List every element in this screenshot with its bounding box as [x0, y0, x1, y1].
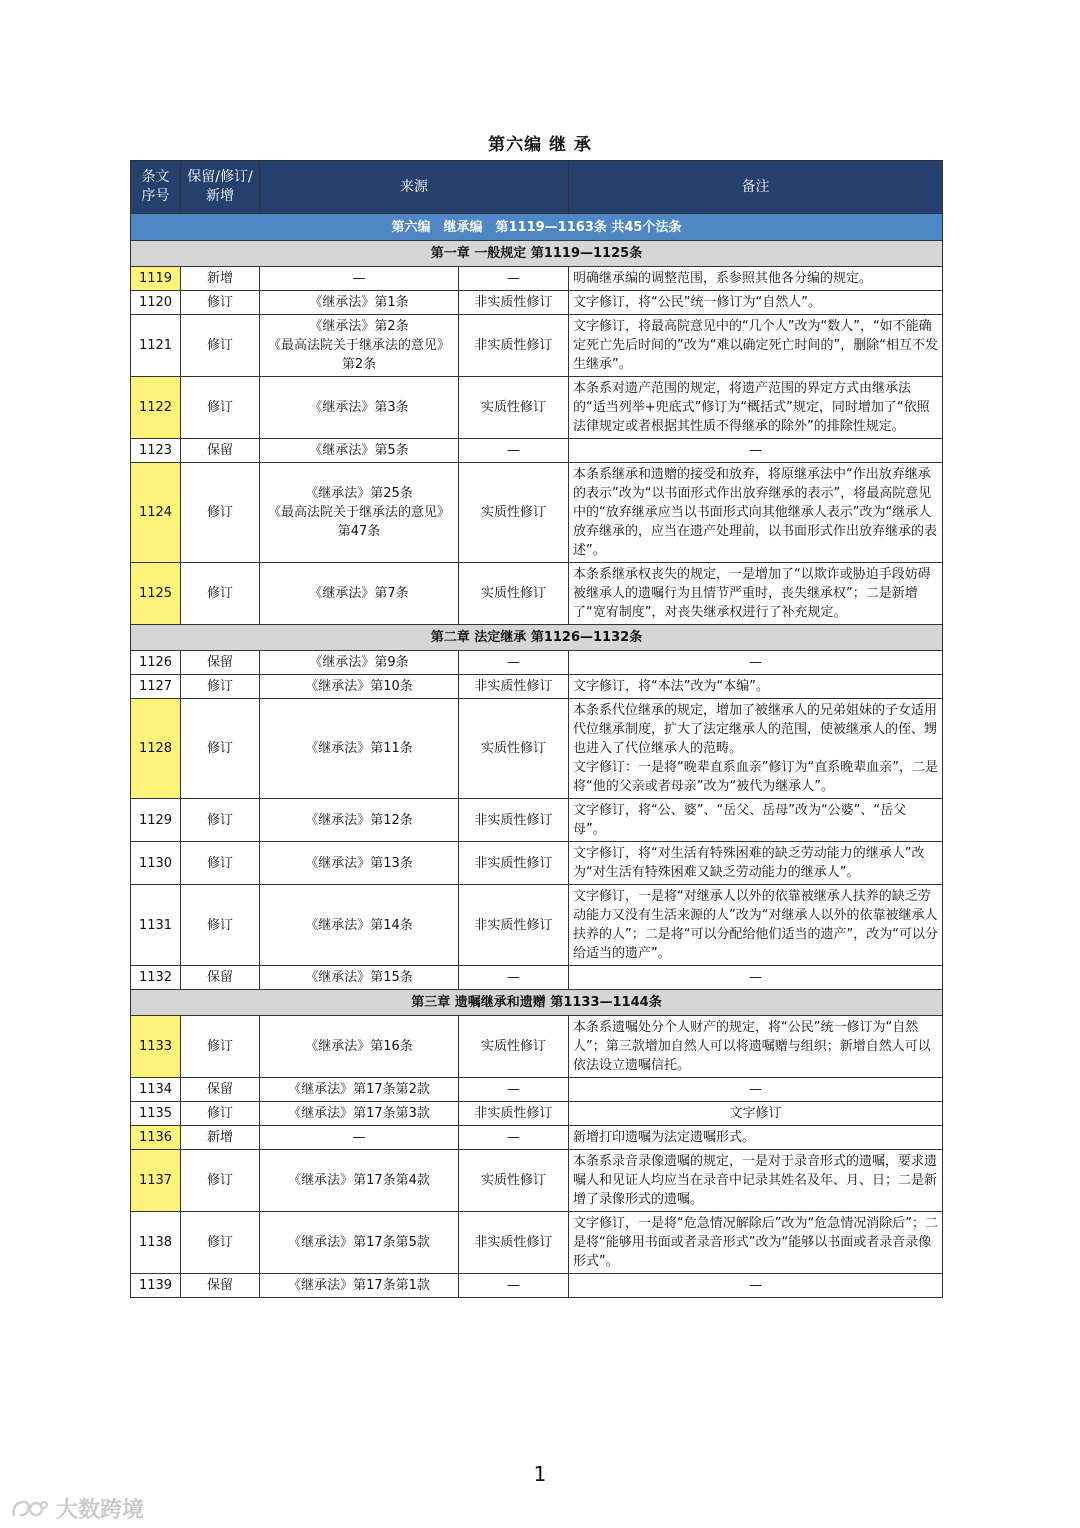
chapter-heading: 第二章 法定继承 第1126—1132条 — [131, 625, 943, 651]
table-row — [131, 1102, 943, 1126]
article-number: 1121 — [131, 315, 181, 377]
status-cell: 修订 — [181, 1016, 260, 1078]
article-number: 1128 — [131, 699, 181, 799]
article-number: 1136 — [131, 1126, 181, 1150]
status-cell: 修订 — [181, 699, 260, 799]
table-row — [131, 291, 943, 315]
note-cell: 本条系继承权丧失的规定，一是增加了“以欺诈或胁迫手段妨碍被继承人的遗嘱行为且情节严重时，丧失继承权”；二是新增了“宽宥制度”，对丧失继承权进行了补充规定。 — [569, 563, 943, 625]
article-number: 1126 — [131, 651, 181, 675]
revision-nature-cell: 非实质性修订 — [459, 885, 569, 966]
revision-nature-cell: — — [459, 439, 569, 463]
revision-nature-cell: — — [459, 651, 569, 675]
article-number: 1130 — [131, 842, 181, 885]
article-number: 1120 — [131, 291, 181, 315]
chapter-heading: 第一章 一般规定 第1119—1125条 — [131, 241, 943, 267]
watermark — [10, 1493, 144, 1524]
article-number: 1119 — [131, 267, 181, 291]
note-cell: 本条系继承和遗赠的接受和放弃，将原继承法中“作出放弃继承的表示”改为“以书面形式作出放弃继承的表示”，将最高院意见中的“放弃继承应当以书面形式向其他继承人表示”改为“继承人放弃继承的，应当在遗产处理前，以书面形式作出放弃继承的表述”。 — [569, 463, 943, 563]
revision-nature-cell: 非实质性修订 — [459, 291, 569, 315]
table-row — [131, 699, 943, 799]
status-cell: 修订 — [181, 315, 260, 377]
status-cell: 修订 — [181, 1212, 260, 1274]
source-cell: 《继承法》第17条第3款 — [260, 1102, 459, 1126]
revision-nature-cell: 非实质性修订 — [459, 799, 569, 842]
source-cell: 《继承法》第7条 — [260, 563, 459, 625]
source-cell: 《继承法》第14条 — [260, 885, 459, 966]
table-row — [131, 885, 943, 966]
source-cell: 《继承法》第25条 《最高法院关于继承法的意见》第47条 — [260, 463, 459, 563]
table-row — [131, 651, 943, 675]
article-number: 1138 — [131, 1212, 181, 1274]
note-cell: — — [569, 439, 943, 463]
table-row — [131, 377, 943, 439]
table-row — [131, 1274, 943, 1298]
revision-nature-cell: 非实质性修订 — [459, 675, 569, 699]
article-number: 1123 — [131, 439, 181, 463]
table-row — [131, 842, 943, 885]
status-cell: 修订 — [181, 675, 260, 699]
revision-nature-cell: 实质性修订 — [459, 1016, 569, 1078]
status-cell: 修订 — [181, 842, 260, 885]
note-cell: 文字修订，一是将“危急情况解除后”改为“危急情况消除后”；二是将“能够用书面或者录音形式”改为“能够以书面或者录音录像形式”。 — [569, 1212, 943, 1274]
article-number: 1124 — [131, 463, 181, 563]
revision-nature-cell: 实质性修订 — [459, 377, 569, 439]
article-number: 1132 — [131, 966, 181, 990]
note-cell: 本条系遗嘱处分个人财产的规定，将“公民”统一修订为“自然人”；第三款增加自然人可以将遗嘱赠与组织；新增自然人可以依法设立遗嘱信托。 — [569, 1016, 943, 1078]
source-cell: 《继承法》第13条 — [260, 842, 459, 885]
note-cell: 本条系对遗产范围的规定，将遗产范围的界定方式由继承法的“适当列举+兜底式”修订为“概括式”规定，同时增加了“依照法律规定或者根据其性质不得继承的除外”的排除性规定。 — [569, 377, 943, 439]
watermark-text: 大数跨境 — [56, 1498, 145, 1523]
page-title: 第六编 继 承 — [488, 135, 592, 155]
revision-nature-cell: 实质性修订 — [459, 463, 569, 563]
chapter-heading: 第三章 遗嘱继承和遗赠 第1133—1144条 — [131, 990, 943, 1016]
source-cell: 《继承法》第17条第4款 — [260, 1150, 459, 1212]
note-cell: 文字修订，将“公、婆”、“岳父、岳母”改为“公婆”、“岳父母”。 — [569, 799, 943, 842]
source-cell: — — [260, 267, 459, 291]
article-number: 1122 — [131, 377, 181, 439]
revision-nature-cell: 实质性修订 — [459, 563, 569, 625]
article-number: 1137 — [131, 1150, 181, 1212]
note-cell: — — [569, 1274, 943, 1298]
note-cell: — — [569, 651, 943, 675]
source-cell: 《继承法》第17条第2款 — [260, 1078, 459, 1102]
table-row — [131, 463, 943, 563]
note-cell: 明确继承编的调整范围，系参照其他各分编的规定。 — [569, 267, 943, 291]
source-cell: 《继承法》第12条 — [260, 799, 459, 842]
source-cell: 《继承法》第17条第5款 — [260, 1212, 459, 1274]
table-row — [131, 1016, 943, 1078]
source-cell: 《继承法》第2条 《最高法院关于继承法的意见》第2条 — [260, 315, 459, 377]
status-cell: 修订 — [181, 463, 260, 563]
article-number: 1129 — [131, 799, 181, 842]
source-cell: 《继承法》第3条 — [260, 377, 459, 439]
page-number: 1 — [533, 1462, 547, 1486]
source-cell: 《继承法》第15条 — [260, 966, 459, 990]
status-cell: 保留 — [181, 1274, 260, 1298]
article-number: 1135 — [131, 1102, 181, 1126]
note-cell: 文字修订，将“本法”改为“本编”。 — [569, 675, 943, 699]
chapter-heading-row — [131, 241, 943, 267]
revision-nature-cell: — — [459, 966, 569, 990]
revision-nature-cell: 实质性修订 — [459, 1150, 569, 1212]
table-row — [131, 675, 943, 699]
header-note: 备注 — [569, 161, 943, 214]
table-row — [131, 1126, 943, 1150]
source-cell: — — [260, 1126, 459, 1150]
status-cell: 新增 — [181, 267, 260, 291]
note-cell: 文字修订 — [569, 1102, 943, 1126]
table-row — [131, 799, 943, 842]
status-cell: 修订 — [181, 563, 260, 625]
revision-nature-cell: — — [459, 267, 569, 291]
note-cell: 新增打印遗嘱为法定遗嘱形式。 — [569, 1126, 943, 1150]
provision-table — [130, 160, 943, 1298]
status-cell: 保留 — [181, 651, 260, 675]
status-cell: 修订 — [181, 885, 260, 966]
article-number: 1127 — [131, 675, 181, 699]
status-cell: 保留 — [181, 439, 260, 463]
article-number: 1125 — [131, 563, 181, 625]
table-header-row — [131, 161, 943, 214]
source-cell: 《继承法》第10条 — [260, 675, 459, 699]
part-heading-row — [131, 214, 943, 241]
article-number: 1139 — [131, 1274, 181, 1298]
watermark-logo-icon — [10, 1496, 50, 1522]
revision-nature-cell: — — [459, 1274, 569, 1298]
header-article-number: 条文 序号 — [131, 161, 181, 214]
note-cell: 文字修订，一是将“对继承人以外的依靠被继承人扶养的缺乏劳动能力又没有生活来源的人”改为“对继承人以外的依靠被继承人扶养的人”；二是将“可以分配给他们适当的遗产”，改为“可以分给适当的遗产”。 — [569, 885, 943, 966]
header-source: 来源 — [260, 161, 569, 214]
source-cell: 《继承法》第9条 — [260, 651, 459, 675]
article-number: 1133 — [131, 1016, 181, 1078]
note-cell: 文字修订，将最高院意见中的“几个人”改为“数人”，“如不能确定死亡先后时间的”改为“难以确定死亡时间的”，删除“相互不发生继承”。 — [569, 315, 943, 377]
revision-nature-cell: — — [459, 1078, 569, 1102]
note-cell: 文字修订，将“对生活有特殊困难的缺乏劳动能力的继承人”改为“对生活有特殊困难又缺乏劳动能力的继承人”。 — [569, 842, 943, 885]
source-cell: 《继承法》第17条第1款 — [260, 1274, 459, 1298]
table-row — [131, 439, 943, 463]
revision-nature-cell: — — [459, 1126, 569, 1150]
article-number: 1131 — [131, 885, 181, 966]
status-cell: 保留 — [181, 1078, 260, 1102]
table-row — [131, 267, 943, 291]
table-row — [131, 966, 943, 990]
status-cell: 修订 — [181, 291, 260, 315]
table-row — [131, 563, 943, 625]
table-row — [131, 1212, 943, 1274]
note-cell: — — [569, 1078, 943, 1102]
revision-nature-cell: 非实质性修订 — [459, 842, 569, 885]
source-cell: 《继承法》第11条 — [260, 699, 459, 799]
revision-nature-cell: 实质性修订 — [459, 699, 569, 799]
status-cell: 修订 — [181, 377, 260, 439]
table-row — [131, 1150, 943, 1212]
article-number: 1134 — [131, 1078, 181, 1102]
note-cell: 文字修订，将“公民”统一修订为“自然人”。 — [569, 291, 943, 315]
status-cell: 修订 — [181, 799, 260, 842]
status-cell: 修订 — [181, 1150, 260, 1212]
source-cell: 《继承法》第16条 — [260, 1016, 459, 1078]
revision-nature-cell: 非实质性修订 — [459, 1212, 569, 1274]
revision-nature-cell: 非实质性修订 — [459, 1102, 569, 1126]
note-cell: — — [569, 966, 943, 990]
table-row — [131, 315, 943, 377]
part-heading: 第六编 继承编 第1119—1163条 共45个法条 — [131, 214, 943, 241]
source-cell: 《继承法》第1条 — [260, 291, 459, 315]
source-cell: 《继承法》第5条 — [260, 439, 459, 463]
status-cell: 保留 — [181, 966, 260, 990]
revision-nature-cell: 非实质性修订 — [459, 315, 569, 377]
note-cell: 本条系代位继承的规定，增加了被继承人的兄弟姐妹的子女适用代位继承制度，扩大了法定继承人的范围，使被继承人的侄、甥也进入了代位继承人的范畴。 文字修订：一是将“晚辈直系血亲”修订为“直系晚辈血亲”，二是将“他的父亲或者母亲”改为“被代为继承人”。 — [569, 699, 943, 799]
status-cell: 修订 — [181, 1102, 260, 1126]
chapter-heading-row — [131, 990, 943, 1016]
status-cell: 新增 — [181, 1126, 260, 1150]
table-row — [131, 1078, 943, 1102]
note-cell: 本条系录音录像遗嘱的规定，一是对于录音形式的遗嘱，要求遗嘱人和见证人均应当在录音中记录其姓名及年、月、日；二是新增了录像形式的遗嘱。 — [569, 1150, 943, 1212]
header-status: 保留/修订/ 新增 — [181, 161, 260, 214]
chapter-heading-row — [131, 625, 943, 651]
